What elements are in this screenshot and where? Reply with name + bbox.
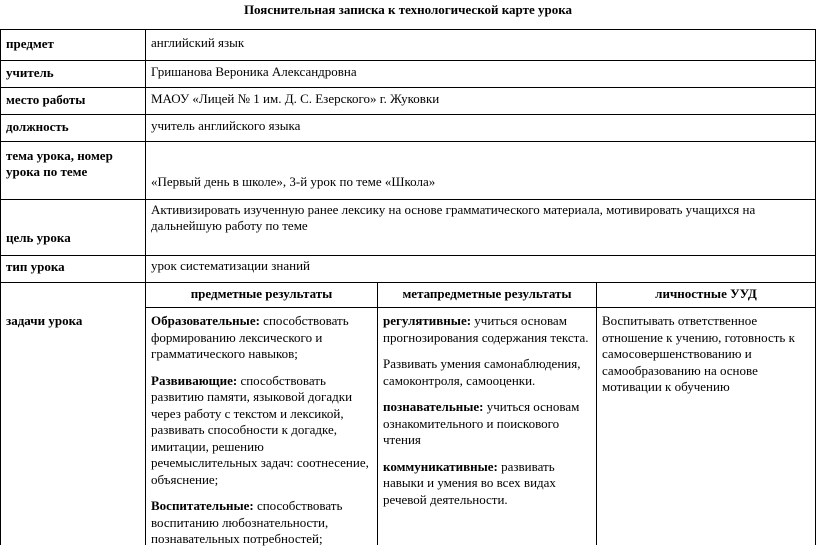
personal-results-cell [602,313,810,406]
label-topic-line1: тема урока, номер [6,148,113,163]
label-topic-line2: урока по теме [6,164,88,179]
label-workplace: место работы [6,92,86,107]
communicative-label: коммуникативные: [383,458,498,474]
table-border [0,29,816,30]
value-topic: «Первый день в школе», 3-й урок по теме «Школа» [151,174,436,189]
subject-results-cell [151,313,369,558]
value-goal [151,202,806,234]
communicative-text: развивать навыки и умения во всех видах речевой деятельности. [383,458,556,507]
value-type: урок систематизации знаний [151,258,310,273]
table-border [377,282,378,545]
label-topic [6,148,136,180]
label-tasks: задачи урока [6,313,83,328]
value-goal-line1: Активизировать изученную ранее лексику на основе грамматического материала, мотивировать учащихся на [151,202,756,217]
regulatory-task [383,313,591,346]
table-border [0,87,816,88]
upbringing-task [151,498,369,548]
header-subject-results: предметные результаты [190,286,333,301]
table-border [0,114,816,115]
value-position: учитель английского языка [151,118,301,133]
table-border [0,29,1,545]
upbringing-label: Воспитательные: [151,498,254,513]
table-border [0,199,816,200]
developing-task [151,373,369,489]
label-teacher: учитель [6,65,54,80]
developing-text: способствовать развитию памяти, языковой догадки через работу с текстом и лексикой, развивать способности к догадке, имитации, решению речемыслительных задач: соотнесение, объяснение; [151,372,369,487]
educational-task [151,313,369,363]
cognitive-task [383,399,591,449]
label-type: тип урока [6,259,65,274]
label-goal: цель урока [6,230,71,245]
page-title: Пояснительная записка к технологической карте урока [243,2,573,17]
value-subject: английский язык [151,35,245,50]
self-control-task: Развивать умения самонаблюдения, самоконтроля, самооценки. [383,356,581,388]
regulatory-text: учиться основам прогнозирования содержания текста. [383,313,589,345]
table-border [0,282,816,283]
header-personal-results: личностные УУД [655,286,757,301]
table-border [145,307,816,308]
communicative-task [383,459,591,509]
value-workplace: МАОУ «Лицей № 1 им. Д. С. Езерского» г. Жуковки [151,91,440,106]
regulatory-label: регулятивные: [383,313,472,328]
header-meta-results: метапредметные результаты [402,286,572,301]
cognitive-text: учиться основам ознакомительного и поискового чтения [383,399,580,447]
upbringing-text: способствовать воспитанию любознательности, познавательных потребностей; [151,498,343,546]
label-subject: предмет [6,36,54,51]
value-goal-line2: дальнейшую работу по теме [151,218,308,233]
table-border [0,255,816,256]
table-border [0,141,816,142]
personal-task: Воспитывать ответственное отношение к учению, готовность к самосовершенствованию и самообразованию на основе мотивации к обучению [602,313,795,394]
developing-label: Развивающие: [151,372,238,388]
label-position: должность [6,119,69,134]
educational-label: Образовательные: [151,313,260,328]
cognitive-label: познавательные: [383,399,484,414]
table-border [0,60,816,61]
value-teacher: Гришанова Вероника Александровна [151,64,357,79]
table-border [596,282,597,545]
meta-results-cell [383,313,591,518]
educational-text: способствовать формированию лексического и грамматического навыков; [151,313,349,361]
